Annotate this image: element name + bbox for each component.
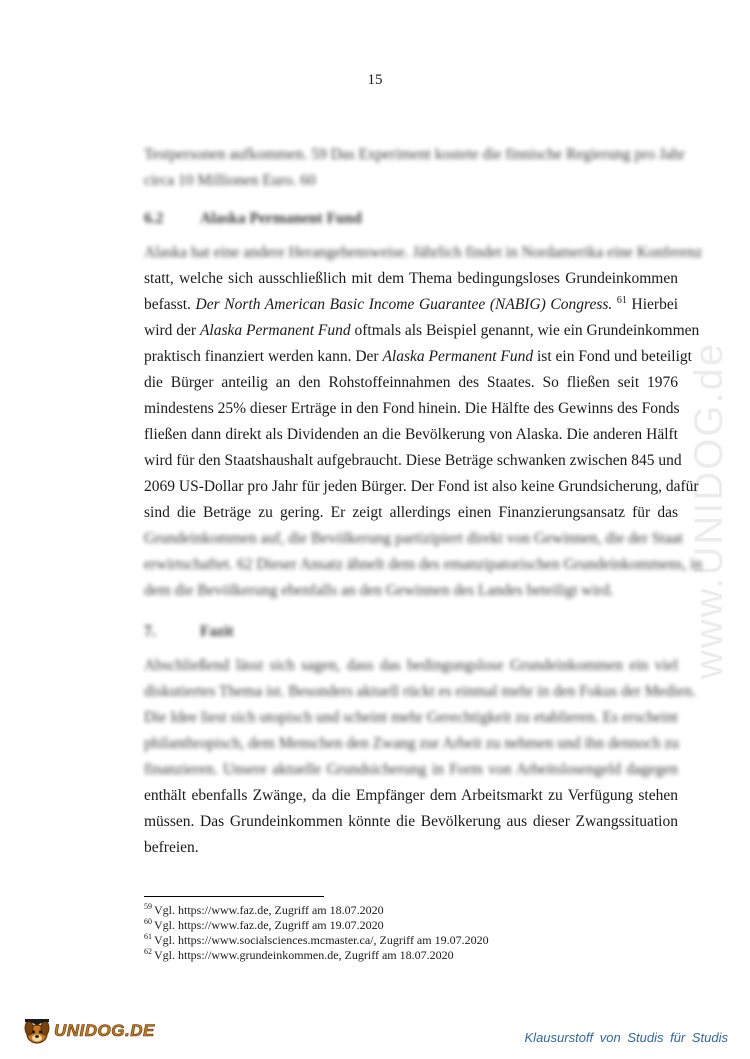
text-line: befreien. <box>144 839 199 856</box>
text-line: circa 10 Millionen Euro. 60 <box>144 172 316 189</box>
footnote <box>144 918 489 933</box>
page-number: 15 <box>367 72 383 88</box>
conference-name: Der North American Basic Income Guarantee (NABIG) Congress. <box>195 296 613 313</box>
text-segment: befasst. <box>144 296 196 313</box>
footnote-text: Vgl. https://www.socialsciences.mcmaster.ca/, Zugriff am 19.07.2020 <box>154 933 489 947</box>
text-line-blurred: philanthropisch, dem Menschen den Zwang zur Arbeit zu nehmen und ihn dennoch zu <box>144 735 680 752</box>
text-line-blurred: dem die Bevölkerung ebenfalls an den Gewinnen des Landes beteiligt wird. <box>144 582 614 599</box>
footnote-text: Vgl. https://www.faz.de, Zugriff am 18.07.2020 <box>154 903 384 917</box>
text-line: statt, welche sich ausschließlich mit dem Thema bedingungsloses Grundeinkommen <box>144 270 678 287</box>
text-line-blurred: Die Idee liest sich utopisch und scheint mehr Gerechtigkeit zu etablieren. Es erscheint <box>144 709 678 726</box>
text-line-blurred: finanzieren. Unsere aktuelle Grundsicherung in Form von Arbeitslosengeld dagegen <box>144 761 678 778</box>
text-line <box>144 344 692 370</box>
section-heading-6-2 <box>144 210 362 228</box>
section-title: Alaska Permanent Fund <box>200 210 362 227</box>
watermark <box>687 270 732 750</box>
footnote-number: 60 <box>144 917 152 926</box>
fund-name: Alaska Permanent Fund <box>382 348 534 365</box>
text-line-blurred: erwirtschaftet. 62 Dieser Ansatz ähnelt dem des emanzipatorischen Grundeinkommens, in <box>144 556 703 573</box>
watermark-text: www.UNIDOG.de <box>687 341 732 679</box>
section-number: 6.2 <box>144 210 164 227</box>
text-segment: ist ein Fond und beteiligt <box>533 348 692 365</box>
text-line-blurred: diskutiertes Thema ist. Besonders aktuell rückt es einmal mehr in den Fokus der Medien. <box>144 683 696 700</box>
text-line-blurred: Grundeinkommen auf, die Bevölkerung partizipiert direkt von Gewinnen, die der Staat <box>144 530 683 547</box>
text-line-blurred: Abschließend lässt sich sagen, dass das bedingungslose Grundeinkommen ein viel <box>144 657 678 674</box>
text-line: müssen. Das Grundeinkommen könnte die Bevölkerung aus dieser Zwangssituation <box>144 813 678 830</box>
footnote-ref: 61 <box>616 294 627 306</box>
dog-icon <box>22 1016 52 1046</box>
section-number: 7. <box>144 623 156 640</box>
text-segment: praktisch finanziert werden kann. Der <box>144 348 383 365</box>
text-segment: wird der <box>144 322 200 339</box>
blurred-paragraph-top <box>144 142 685 194</box>
unidog-logo <box>22 1016 155 1046</box>
section-heading-7 <box>144 623 234 641</box>
text-line-blurred: Alaska hat eine andere Herangehensweise. Jährlich findet in Nordamerika eine Konferenz <box>144 244 703 261</box>
text-line <box>144 318 700 344</box>
text-line: sind die Beträge zu gering. Er zeigt allerdings einen Finanzierungsansatz für das <box>144 504 678 521</box>
text-line: die Bürger anteilig an den Rohstoffeinnahmen des Staates. So fließen seit 1976 <box>144 374 678 391</box>
footnote-text: Vgl. https://www.grundeinkommen.de, Zugriff am 18.07.2020 <box>154 948 454 962</box>
text-segment: Hierbei <box>626 296 679 313</box>
text-segment: oftmals als Beispiel genannt, wie ein Grundeinkommen <box>350 322 700 339</box>
text-line <box>144 292 678 318</box>
footnote <box>144 948 489 963</box>
text-line: mindestens 25% dieser Erträge in den Fond hinein. Die Hälfte des Gewinns des Fonds <box>144 400 680 417</box>
text-line: Testpersonen aufkommen. 59 Das Experiment kostete die finnische Regierung pro Jahr <box>144 146 685 163</box>
text-line: fließen dann direkt als Dividenden an die Bevölkerung von Alaska. Die anderen Hälft <box>144 426 678 443</box>
logo-text: UNIDOG.DE <box>54 1021 155 1040</box>
footnote-number: 62 <box>144 947 152 956</box>
footnote-number: 61 <box>144 932 152 941</box>
paragraph-fazit <box>144 653 696 861</box>
paragraph-alaska <box>144 240 703 604</box>
text-line: wird für den Staatshaushalt aufgebraucht. Diese Beträge schwanken zwischen 845 und <box>144 452 682 469</box>
footnote-text: Vgl. https://www.faz.de, Zugriff am 19.07.2020 <box>154 918 384 932</box>
footnotes <box>144 903 489 963</box>
fund-name: Alaska Permanent Fund <box>199 322 351 339</box>
section-title: Fazit <box>200 623 234 640</box>
text-line: enthält ebenfalls Zwänge, da die Empfänger dem Arbeitsmarkt zu Verfügung stehen <box>144 787 678 804</box>
footnote <box>144 903 489 918</box>
footnote <box>144 933 489 948</box>
footnote-divider <box>144 896 324 897</box>
tagline: Klausurstoff von Studis für Studis <box>524 1030 728 1045</box>
footnote-number: 59 <box>144 902 152 911</box>
text-line: 2069 US-Dollar pro Jahr für jeden Bürger. Der Fond ist also keine Grundsicherung, dafür <box>144 478 699 495</box>
